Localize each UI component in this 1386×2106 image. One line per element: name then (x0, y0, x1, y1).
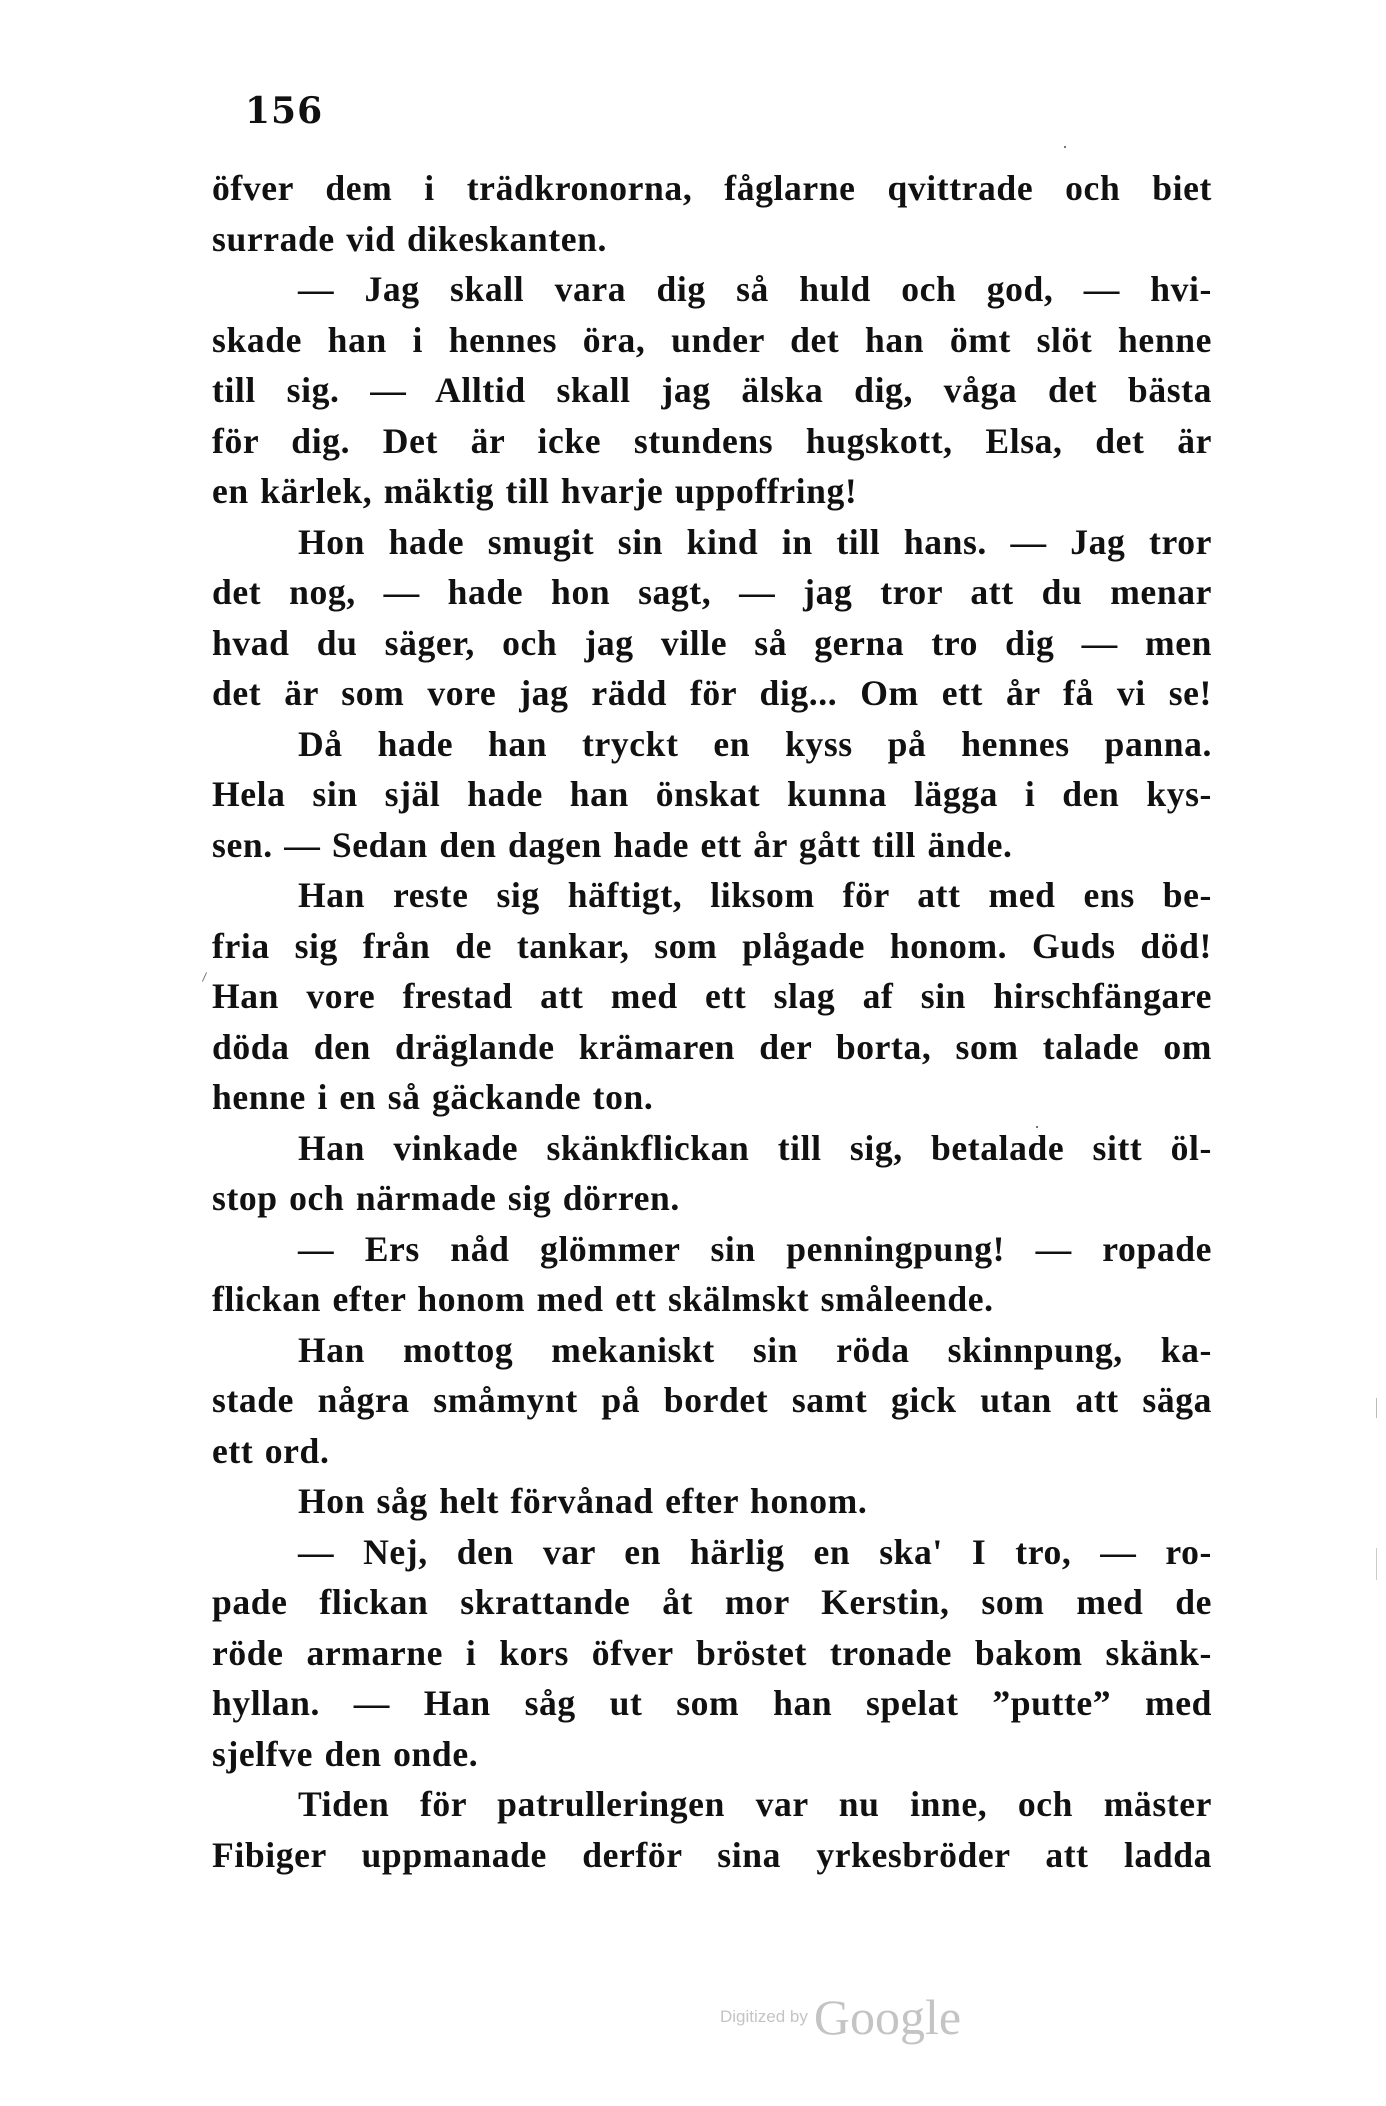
paper-speck (1376, 1548, 1377, 1580)
text-line: — Nej, den var en härlig en ska' I tro, — ro- (298, 1531, 1212, 1572)
text-line: Tiden för patrulleringen var nu inne, och mäster (298, 1784, 1212, 1824)
text-line: — Jag skall vara dig så huld och god, — hvi- (298, 269, 1212, 309)
text-line: en kärlek, mäktig till hvarje uppoffring! (212, 471, 858, 511)
text-line: för dig. Det är icke stundens hugskott, Elsa, det är (212, 420, 1212, 461)
text-line: röde armarne i kors öfver bröstet tronade bakom skänk- (212, 1632, 1212, 1673)
digitized-by-label: Digitized by (720, 2007, 808, 2026)
text-line: stop och närmade sig dörren. (212, 1178, 680, 1218)
text-line: hyllan. — Han såg ut som han spelat ”putte” med (212, 1683, 1212, 1723)
text-line: Han reste sig häftigt, liksom för att med ens be- (298, 875, 1212, 915)
text-line: öfver dem i trädkronorna, fåglarne qvittrade och biet (212, 168, 1212, 208)
text-line: stade några småmynt på bordet samt gick utan att säga (212, 1380, 1212, 1420)
text-line: döda den dräglande krämaren der borta, som talade om (212, 1026, 1212, 1067)
text-line: ett ord. (212, 1430, 330, 1471)
text-line: fria sig från de tankar, som plågade honom. Guds död! (212, 925, 1212, 966)
text-line: Hon hade smugit sin kind in till hans. — Jag tror (298, 521, 1212, 562)
text-line: Då hade han tryckt en kyss på hennes panna. (298, 723, 1212, 764)
google-logo: Google (813, 1989, 962, 2045)
text-line: hvad du säger, och jag ville så gerna tro dig — men (212, 622, 1212, 663)
paper-speck (202, 972, 207, 981)
text-line: Hela sin själ hade han önskat kunna lägga i den kys- (212, 774, 1212, 814)
text-line: henne i en så gäckande ton. (212, 1077, 654, 1117)
paper-speck (1036, 1126, 1038, 1128)
text-line: Han mottog mekaniskt sin röda skinnpung, ka- (298, 1329, 1212, 1370)
text-line: det nog, — hade hon sagt, — jag tror att du menar (212, 572, 1212, 612)
digitized-watermark (720, 1988, 961, 2046)
text-line: till sig. — Alltid skall jag älska dig, våga det bästa (212, 370, 1212, 410)
text-line: pade flickan skrattande åt mor Kerstin, som med de (212, 1582, 1212, 1622)
text-line: Fibiger uppmanade derför sina yrkesbröder att ladda (212, 1834, 1212, 1875)
text-line: det är som vore jag rädd för dig... Om ett år få vi se! (212, 673, 1212, 713)
text-line: skade han i hennes öra, under det han ömt slöt henne (212, 319, 1212, 360)
text-line: Han vinkade skänkflickan till sig, betalade sitt öl- (298, 1127, 1212, 1168)
body-text (212, 163, 1212, 1880)
text-line: Han vore frestad att med ett slag af sin hirschfängare (212, 976, 1212, 1016)
text-line: flickan efter honom med ett skälmskt småleende. (212, 1279, 994, 1319)
text-line: — Ers nåd glömmer sin penningpung! — ropade (298, 1228, 1212, 1269)
text-line: surrade vid dikeskanten. (212, 218, 608, 259)
page-number: 156 (245, 90, 324, 132)
paper-speck (1376, 1398, 1377, 1418)
text-line: sjelfve den onde. (212, 1733, 479, 1774)
text-line: sen. — Sedan den dagen hade ett år gått till ände. (212, 824, 1013, 865)
text-line: Hon såg helt förvånad efter honom. (298, 1481, 868, 1521)
paper-speck (1064, 146, 1066, 148)
